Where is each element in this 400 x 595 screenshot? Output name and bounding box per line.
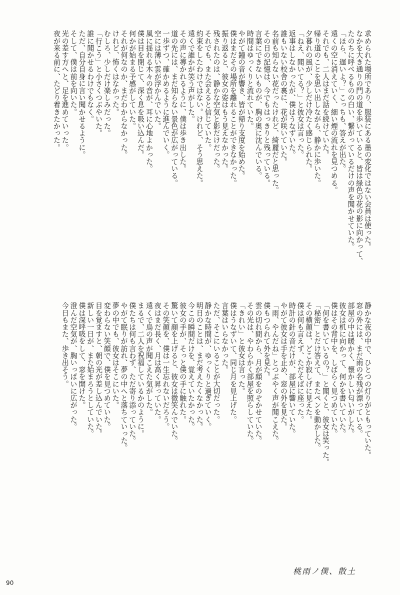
text-line: 何かが始まる予感がしていた。 xyxy=(128,30,137,130)
text-line: 彼女の手が、そっと僕の手に触れた。 xyxy=(179,302,188,423)
text-line: それが何なのか、まだわからなかった。 xyxy=(120,30,129,158)
text-line: 振り返ると、彼女の姿はもう見えなかった。 xyxy=(221,30,230,172)
text-line: 「行こう」と小さくつぶやいた。 xyxy=(95,30,103,137)
text-line: 遠くで鳥の声が聞こえた気がした。 xyxy=(145,302,154,416)
text-line: 夜はまだ長く、月は高く昇っていた。 xyxy=(153,302,162,423)
text-block-bottom xyxy=(42,302,372,564)
text-line: 残されたのは、静かな空気と影だけだった。 xyxy=(212,30,221,172)
author-signature: 桃雨ノ僕、散土 xyxy=(293,567,356,576)
text-line: 僕はその背中を、しばらく見つめていた。 xyxy=(330,302,339,437)
text-line: そして、僕は前を向いた。 xyxy=(69,30,78,116)
text-line: 澄んだ空気が、胸いっぱいに広がった。 xyxy=(69,302,78,430)
text-line: むしろ、少しだけ楽しみだった。 xyxy=(103,30,112,137)
text-line: 僕はまだその場所を離れることができなかった。 xyxy=(229,30,238,187)
text-line: 彼女は机に向かって、何かを書いていた。 xyxy=(338,302,347,437)
text-line: それでも、また会えると信じていた。 xyxy=(204,30,213,151)
text-line: やがて眠りが訪れ、夢の中へと落ちていった。 xyxy=(120,302,129,452)
text-line: 僕は深呼吸をして、窓を開けた。 xyxy=(78,302,87,409)
text-line: 約束をしたわけではない。けれど、そう思えた。 xyxy=(195,30,204,187)
text-line: 誰に聞かせるわけでもなく。 xyxy=(86,30,95,123)
text-line: 部屋の中は暖かく、懐かしい匂いがした。 xyxy=(347,302,356,437)
text-line: 夕暮れの風が、少しだけ冷たく感じられた。 xyxy=(305,30,314,172)
text-line: 今日もまた、歩き出そう。 xyxy=(61,302,70,388)
text-line: 時間はゆっくりと流れていた。 xyxy=(246,30,255,130)
text-line: 光の差す方へと、足を進めていった。 xyxy=(61,30,70,151)
text-line: それでも、二人はまだ話を続けていた。 xyxy=(321,30,330,158)
text-line: その声に導かれるように、僕は歩き出した。 xyxy=(179,30,188,172)
text-line: 夜が来る前に、たどり着きたかった。 xyxy=(52,30,61,151)
text-block-top xyxy=(42,30,372,292)
page-number: 90 xyxy=(6,580,14,587)
text-line: 帰り道のことを思い出しながら、静かに歩いた。 xyxy=(313,30,322,187)
text-line: 新しい一日が、また始まろうとしていた。 xyxy=(86,302,95,437)
text-line: その笑顔を、僕は一生忘れないだろう。 xyxy=(162,302,171,430)
text-line: 言葉はいらなかった。 xyxy=(221,302,230,373)
text-line: その横顔は、どこか寂しげに見えた。 xyxy=(305,302,314,423)
text-line: 一歩ずつ、確かめるように進んでいく。 xyxy=(162,30,171,158)
text-line: 誰もいない校舎の裏に、花が咲いていた。 xyxy=(279,30,288,165)
text-line: 雲の切れ間から、月が顔をのぞかせていた。 xyxy=(254,302,263,444)
text-line: 静かな時間が、ゆっくりと過ぎていく。 xyxy=(204,302,213,430)
text-line: 求められた場所であり、服装にある墨の変化ではない会員は使った。 xyxy=(364,30,372,251)
text-line: 名前も知らない花だったけれど、綺麗だと思った。 xyxy=(271,30,280,194)
text-line: 静かな夜の中で、ひとつの灯りがともっていた。 xyxy=(364,302,372,459)
text-line: 「秘密」とだけ答えて、またペンを動かした。 xyxy=(313,302,322,452)
text-line: 「ほら、遅いよ？」こっちも、答えが出た。 xyxy=(338,30,347,172)
text-line: 僕は目を閉じて、深く息を吸い込んだ。 xyxy=(137,30,146,158)
text-line: 驚いて顔を上げると、彼女は微笑んでいた。 xyxy=(170,302,179,444)
text-line: 窓の外には、まだ雨の名残が漂っている。 xyxy=(355,302,364,437)
text-line: 道の先には、まだ知らない景色が広がっている。 xyxy=(170,30,179,187)
text-line: 風に揺れる木々の音が、耳に心地よかった。 xyxy=(145,30,154,172)
text-line: その光は、やわらかく部屋を照らしていた。 xyxy=(246,302,255,444)
text-line: 僕は何も言えず、ただそばに座った。 xyxy=(296,302,305,423)
text-line: その日の記憶は、今でもはっきりと残っている。 xyxy=(263,30,272,187)
text-line: 目を覚ますと、朝の光が差し込んでいた。 xyxy=(95,302,103,437)
text-line: 言葉にできないものが、胸の奥に沈んでいる。 xyxy=(254,30,263,180)
text-line: 遠くで誰かが笑う声がした。 xyxy=(187,30,196,123)
text-line: 「何を書いているの？」と聞くと、彼女は笑った。 xyxy=(321,302,330,466)
text-line: 僕たちは何も言わず、ただ寄り添っていた。 xyxy=(128,302,137,444)
text-line: 返事はしなかったが、僕はうなずいた。 xyxy=(288,30,297,158)
text-line: 「雨、やんだね」とつぶやく声が聞こえた。 xyxy=(271,302,280,444)
text-line: 変わらない笑顔で、僕を見つめていた。 xyxy=(103,302,112,430)
text-line: まるで、二人を祝福しているかのように。 xyxy=(137,302,146,437)
text-line: 夢の中でも、彼女はそこにいた。 xyxy=(111,302,120,409)
text-line: 明日のことは、まだ考えたくなかった。 xyxy=(195,302,204,430)
text-line: ただ、そこにいることが大切だった。 xyxy=(212,302,221,423)
text-line: なかを大き通りの門の道を歩いていると、皆は緑色の花の影に向かって、 xyxy=(355,30,364,265)
text-line: 空には薄い雲が浮かんでいた。 xyxy=(153,30,162,130)
text-line: たのちに呼べるものの白い、繋がっているだけの声を聞かせていた。 xyxy=(347,30,356,251)
text-line: 時計の針の音だけが、部屋に響いていた。 xyxy=(288,302,297,437)
text-line: ただ、自分自身に言い聞かせるように。 xyxy=(78,30,87,158)
text-line: やがて鐘の音が響き、皆が帰り支度を始めた。 xyxy=(237,30,246,180)
text-line: 「きれい」と彼女は言った。 xyxy=(237,302,246,395)
text-line: 僕はうなずいて、同じ月を見上げた。 xyxy=(229,302,238,423)
text-line: 「ねえ、聞いてる？」と彼女は言った。 xyxy=(296,30,305,158)
text-line: 遠くの空に消えていく、細い煙の流れを見つめる。 xyxy=(330,30,339,194)
text-line: けれど、怖くはなかった。 xyxy=(111,30,120,116)
text-line: やがて彼女は手を止め、窓の外を見た。 xyxy=(279,302,288,430)
text-line: 今この瞬間だけを、覚えていたかった。 xyxy=(187,302,196,430)
text-line: 僕もつられて外を見た。 xyxy=(263,302,272,381)
